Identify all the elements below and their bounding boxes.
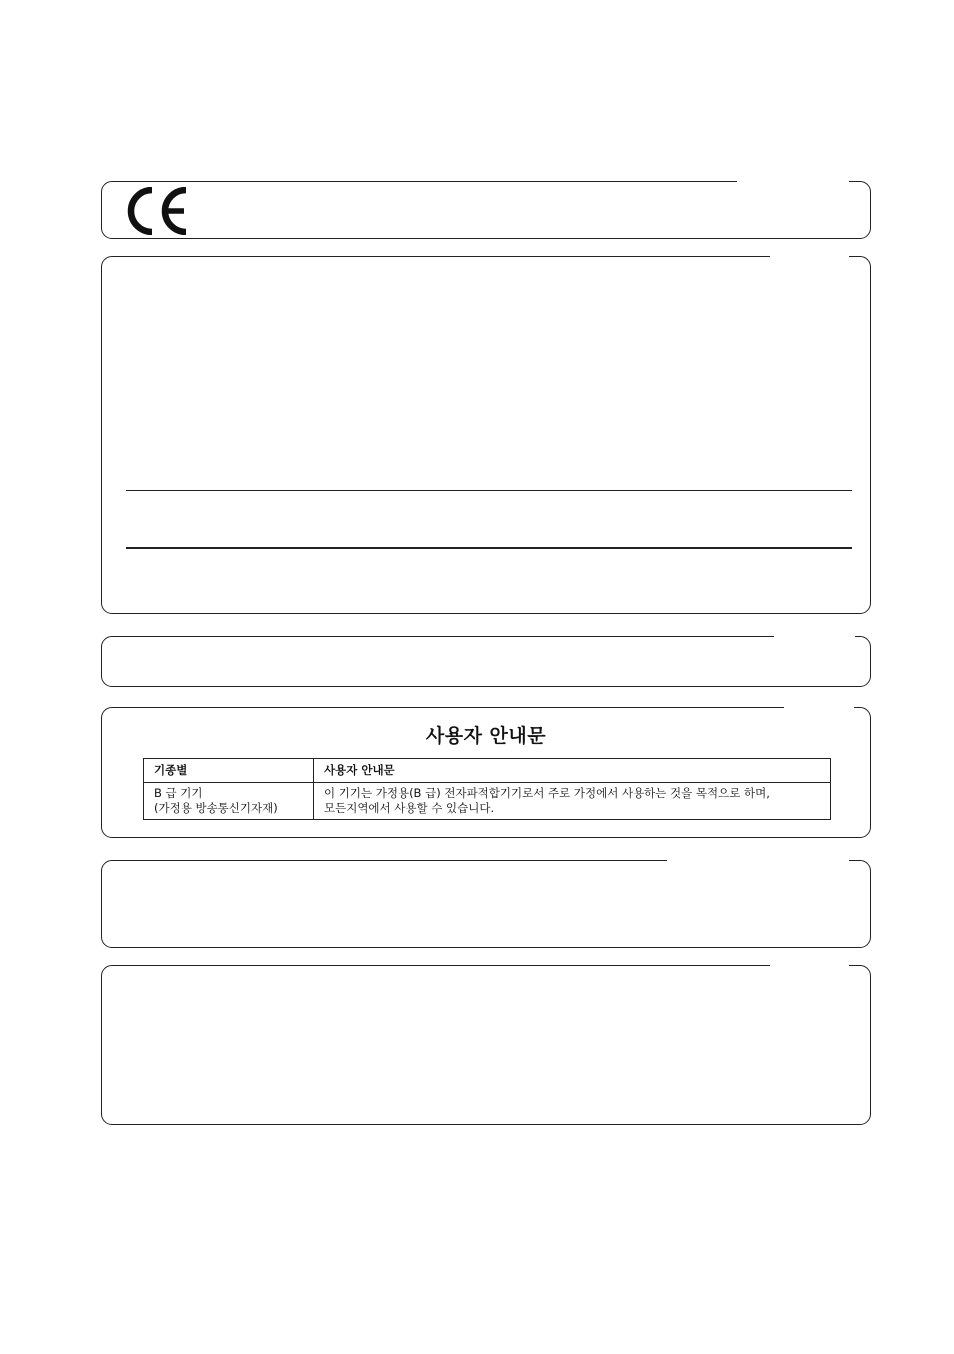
device-class-line: (가정용 방송통신기자재) [154, 801, 278, 815]
column-header-device-class: 기종별 [144, 759, 314, 783]
guidance-cell [314, 783, 831, 820]
border-gap [737, 179, 849, 185]
guidance-line: 모든지역에서 사용할 수 있습니다. [324, 801, 495, 815]
notice-table [143, 758, 831, 820]
korea-notice-box [101, 707, 871, 838]
blank-box [101, 965, 871, 1125]
divider-line [126, 490, 852, 491]
ce-mark-box [101, 181, 871, 239]
compliance-box [101, 256, 871, 614]
blank-box [101, 860, 871, 948]
ce-mark-icon [122, 187, 188, 235]
table-header-row [144, 759, 831, 783]
border-gap [784, 705, 854, 711]
guidance-line: 이 기기는 가정용(B 급) 전자파적합기기로서 주로 가정에서 사용하는 것을 목적으로 하며, [324, 786, 770, 800]
blank-box [101, 636, 871, 687]
divider-line [126, 547, 852, 549]
table-row [144, 783, 831, 820]
border-gap [770, 254, 849, 260]
column-header-guidance: 사용자 안내문 [314, 759, 831, 783]
notice-title: 사용자 안내문 [425, 725, 547, 747]
border-gap [774, 634, 855, 640]
device-class-line: B 급 기기 [154, 786, 203, 800]
border-gap [667, 858, 849, 864]
border-gap [770, 963, 849, 969]
device-class-cell [144, 783, 314, 820]
